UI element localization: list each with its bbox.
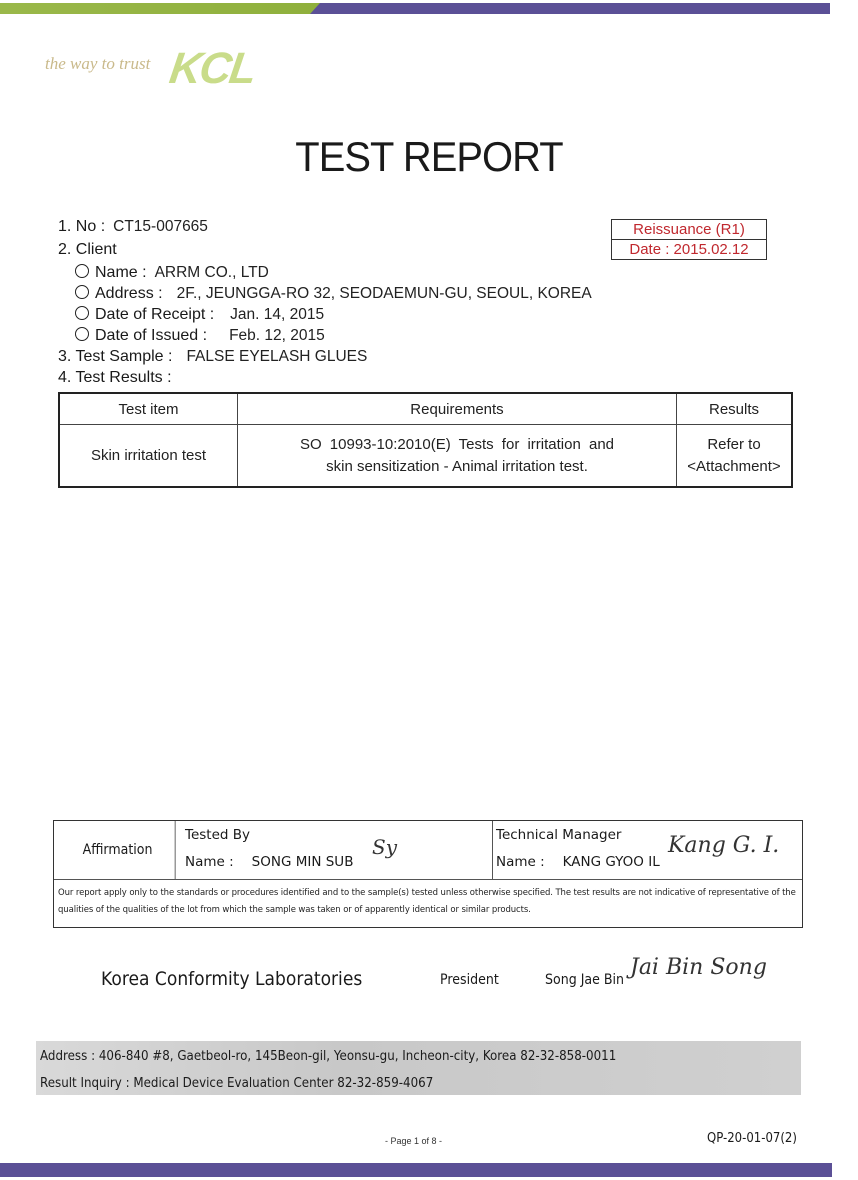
requirements-line-1: SO 10993-10:2010(E) Tests for irritation and [299,435,615,453]
technical-manager-name-value: KANG GYOO IL [562,854,660,870]
tested-by-cell [182,821,493,879]
affirmation-signatures-row [54,821,802,880]
header-color-bar [0,3,830,14]
column-header-test-item: Test item [59,393,238,425]
date-of-receipt-value: Jan. 14, 2015 [230,306,325,323]
client-heading: 2. Client [58,241,117,258]
tested-by-name [185,854,353,870]
date-of-issued-label: Date of Issued : [95,327,208,344]
reissuance-label: Reissuance (R1) [633,221,745,238]
test-sample-label: 3. Test Sample : [58,348,173,365]
disclaimer-text: Our report apply only to the standards or procedures identified and to the sample(s) tested unless otherwise specified. The test results are not indicative of representative of the qualities of the qualities of the lot from which the sample was taken or of apparently identical or similar products. [58,888,796,915]
reissuance-box [611,219,767,260]
client-address-value: 2F., JEUNGGA-RO 32, SEODAEMUN-GU, SEOUL, KOREA [176,285,592,302]
circle-bullet-icon [75,264,89,278]
technical-manager-label: Technical Manager [496,827,622,843]
circle-bullet-icon [75,327,89,341]
technical-manager-name-label: Name : [496,854,545,870]
tested-by-signature: Sy [372,835,397,859]
cell-requirements [238,425,677,488]
client-name [75,264,269,282]
table-row [59,425,792,488]
page-number: - Page 1 of 8 - [385,1136,443,1146]
test-sample-value: FALSE EYELASH GLUES [186,348,368,365]
footer-color-bar [0,1163,832,1177]
header-bar-green [0,3,320,14]
tested-by-name-label: Name : [185,854,234,870]
table-header-row [59,393,792,425]
column-header-results: Results [677,393,793,425]
client-address-label: Address : [95,285,163,302]
client-name-label: Name : [95,264,147,281]
requirements-line-2: skin sensitization - Animal irritation test. [326,457,588,475]
cell-test-item: Skin irritation test [59,425,238,488]
report-number [58,218,208,236]
date-of-issued [75,327,325,345]
page-title: TEST REPORT [295,133,563,180]
address-bar [36,1041,801,1095]
circle-bullet-icon [75,285,89,299]
lab-address: Address : 406-840 #8, Gaetbeol-ro, 145Beon-gil, Yeonsu-gu, Incheon-city, Korea 82-32-858-0011 [40,1048,617,1064]
affirmation-box [53,820,803,928]
date-of-receipt [75,306,324,324]
cell-results [677,425,793,488]
reissuance-date: Date : 2015.02.12 [612,239,766,259]
technical-manager-signature: Kang G. I. [668,833,780,858]
test-results-table [58,392,793,488]
date-of-issued-value: Feb. 12, 2015 [229,327,325,344]
tested-by-name-value: SONG MIN SUB [251,854,354,870]
form-code: QP-20-01-07(2) [707,1131,797,1146]
header-bar-purple [310,3,830,14]
date-of-receipt-label: Date of Receipt : [95,306,215,323]
technical-manager-name [496,854,660,870]
results-line-2: <Attachment> [687,457,781,475]
president-name: Song Jae Bin [545,972,625,988]
circle-bullet-icon [75,306,89,320]
column-header-requirements: Requirements [238,393,677,425]
client-name-value: ARRM CO., LTD [154,264,269,281]
logo-tagline: the way to trust [45,54,151,73]
affirmation-label: Affirmation [60,821,175,879]
organization-name: Korea Conformity Laboratories [101,968,363,990]
results-line-1: Refer to [707,435,761,453]
test-sample [58,348,367,366]
result-inquiry: Result Inquiry : Medical Device Evaluation Center 82-32-859-4067 [40,1075,434,1091]
report-number-value: CT15-007665 [113,218,208,235]
logo-wordmark: KCL [166,44,258,93]
president-signature: Jai Bin Song [630,955,767,980]
client-address [75,285,592,303]
tested-by-label: Tested By [185,827,251,843]
test-results-heading: 4. Test Results : [58,369,172,386]
technical-manager-cell [493,821,802,879]
president-label: President [440,972,499,988]
report-number-label: 1. No : [58,218,106,235]
